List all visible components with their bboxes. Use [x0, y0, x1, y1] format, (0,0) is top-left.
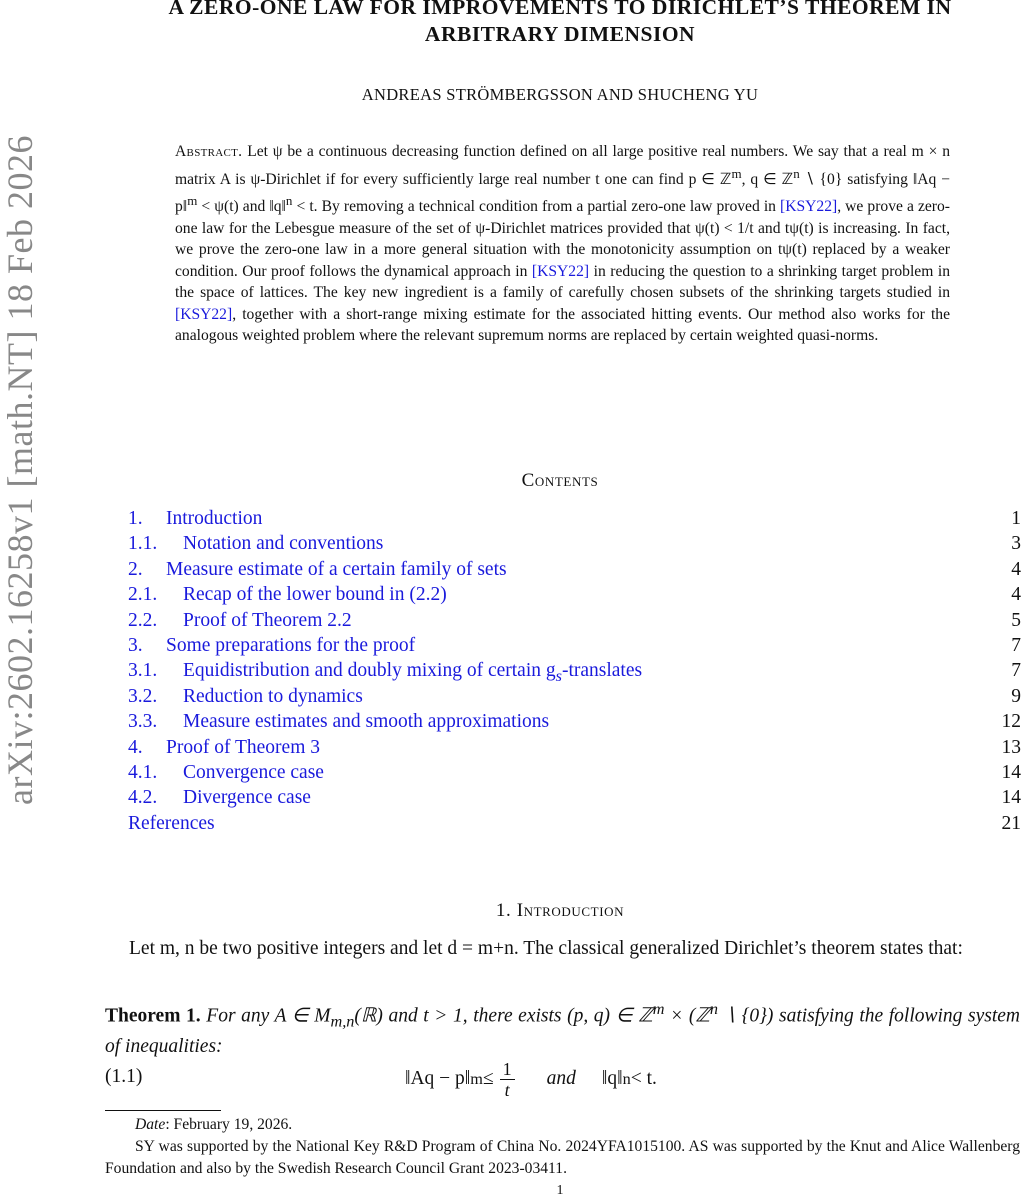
- arxiv-stamp: [0, 0, 40, 940]
- toc-entry[interactable]: [128, 787, 1021, 812]
- arxiv-id: arXiv:2602.16258v1 [math.NT] 18 Feb 2026: [0, 135, 41, 805]
- toc-page-number: 14: [1001, 761, 1021, 783]
- toc-link[interactable]: [128, 635, 415, 657]
- toc-number: 2.: [128, 558, 143, 580]
- paper-title: [100, 0, 1020, 48]
- equation-1-1: [105, 1054, 1020, 1104]
- toc-page-number: 4: [1011, 584, 1021, 606]
- authors: ANDREAS STRÖMBERGSSON AND SHUCHENG YU: [361, 85, 759, 104]
- toc-link[interactable]: [128, 610, 352, 632]
- citation-link[interactable]: [KSY22]: [780, 198, 838, 216]
- toc-number: 1.: [128, 508, 143, 529]
- toc-entry[interactable]: [128, 686, 1021, 711]
- toc-page-number: 1: [1011, 508, 1021, 529]
- toc-entry[interactable]: [128, 533, 1021, 558]
- toc-title: Proof of Theorem 2.2: [183, 609, 352, 631]
- toc-number: 3.1.: [128, 660, 158, 682]
- abstract: Abstract. Let ψ be a continuous decreasing function defined on all large positive real numbers. We say that a real m × n matrix A is ψ-Dirichlet if for every sufficiently large real number t one can find p ∈ ℤ$^m$, q ∈ ℤ$^n$ ∖ {0} satisfying ‖Aq − p‖$^m$ < ψ(t) and ‖q‖$^n$ < t. By removing a technical condition from a partial zero-one law proved in [KSY22], we prove a zero-one law for the Lebesgue measure of the set of ψ-Dirichlet matrices provided that ψ(t) < 1/t and tψ(t) is increasing. In fact, we prove the zero-one law in a more general situation with the monotonicity assumption on tψ(t) replaced by a weaker condition. Our proof follows the dynamical approach in [KSY22] in reducing the question to a shrinking target problem in the space of lattices. The key new ingredient is a family of carefully chosen subsets of the shrinking targets studied in [KSY22], together with a short-range mixing estimate for the associated hitting events. Our method also works for the analogous weighted problem where the relevant supremum norms are replaced by certain weighted quasi-norms.: [175, 143, 951, 345]
- toc-title-subscript: s: [555, 667, 562, 686]
- toc-link[interactable]: [128, 711, 549, 733]
- footnote: [105, 1114, 1020, 1180]
- toc-link[interactable]: [128, 787, 311, 809]
- toc-title: Some preparations for the proof: [166, 634, 416, 656]
- toc-title: Convergence case: [183, 761, 324, 783]
- toc-entry[interactable]: [128, 610, 1021, 635]
- toc-title: Measure estimate of a certain family of sets: [166, 558, 507, 580]
- toc-page-number: 12: [1001, 711, 1021, 733]
- toc-link[interactable]: [128, 533, 383, 555]
- toc-number: 4.: [128, 736, 143, 758]
- abstract-label: Abstract.: [175, 143, 243, 160]
- toc-link[interactable]: [128, 762, 324, 784]
- toc-title: Equidistribution and doubly mixing of certain g: [183, 660, 556, 682]
- toc-title-end: -translates: [561, 660, 643, 682]
- contents-heading: Contents: [521, 470, 599, 491]
- citation-link[interactable]: [KSY22]: [531, 262, 590, 280]
- toc-entry[interactable]: [128, 762, 1021, 787]
- toc-entry[interactable]: [128, 737, 1021, 762]
- toc-number: 3.: [128, 634, 143, 656]
- toc-page-number: 4: [1011, 558, 1021, 580]
- toc-number: 2.2.: [128, 609, 158, 631]
- theorem-1: Theorem 1. For any A ∈ $M_{m,n}(ℝ)$ and t > 1, there exists (p, q) ∈ ℤ$^m$ × (ℤ$^n$ ∖ {0}) satisfying the following system of inequalities:: [105, 1000, 1021, 1058]
- toc-entry[interactable]: [128, 660, 1021, 685]
- toc-link[interactable]: [128, 737, 320, 759]
- toc-title: Proof of Theorem 3: [166, 736, 320, 758]
- title-line-1: A ZERO-ONE LAW FOR IMPROVEMENTS TO DIRICHLET’S THEOREM IN: [168, 0, 952, 19]
- toc-link[interactable]: [128, 559, 507, 581]
- toc-page-number: 13: [1001, 736, 1021, 758]
- table-of-contents: [128, 508, 1021, 838]
- toc-number: 4.2.: [128, 787, 158, 809]
- toc-page-number: 9: [1011, 685, 1021, 707]
- toc-link[interactable]: [128, 508, 262, 530]
- toc-title: Recap of the lower bound in (2.2): [183, 584, 447, 606]
- toc-title: Reduction to dynamics: [183, 685, 363, 707]
- toc-entry[interactable]: [128, 813, 1021, 838]
- toc-number: 4.1.: [128, 761, 158, 783]
- toc-link[interactable]: [128, 584, 447, 606]
- toc-title: Divergence case: [183, 787, 311, 809]
- toc-page-number: 14: [1001, 787, 1021, 809]
- toc-page-number: 7: [1011, 660, 1021, 682]
- toc-title: Introduction: [166, 508, 263, 529]
- toc-entry[interactable]: [128, 711, 1021, 736]
- toc-link[interactable]: [128, 660, 642, 686]
- toc-title: Notation and conventions: [183, 533, 384, 555]
- toc-link[interactable]: [128, 686, 363, 708]
- citation-link[interactable]: [KSY22]: [175, 305, 233, 323]
- toc-entry[interactable]: [128, 635, 1021, 660]
- toc-page-number: 5: [1011, 609, 1021, 631]
- toc-entry[interactable]: [128, 508, 1021, 533]
- toc-number: 3.3.: [128, 711, 158, 733]
- fraction: $\frac{1}{t}$: [500, 1059, 515, 1100]
- toc-page-number: 21: [1001, 812, 1021, 834]
- toc-link[interactable]: [128, 813, 215, 835]
- toc-page-number: 3: [1011, 533, 1021, 555]
- toc-title: References: [128, 812, 215, 834]
- toc-entry[interactable]: [128, 559, 1021, 584]
- toc-number: 3.2.: [128, 685, 158, 707]
- theorem-label: Theorem 1.: [105, 1005, 201, 1027]
- equation-number: (1.1): [105, 1066, 143, 1087]
- equation-body: ‖Aq − p‖ m ≤ $\frac{1}{t}$ and ‖q‖ n < t.: [405, 1058, 657, 1100]
- section-heading-introduction: 1. Introduction: [495, 900, 625, 921]
- intro-paragraph: Let m, n be two positive integers and let d = m+n. The classical generalized Dirichlet’s theorem states that:: [129, 938, 963, 959]
- title-line-2: ARBITRARY DIMENSION: [424, 22, 696, 46]
- footnote-funding: SY was supported by the National Key R&D Program of China No. 2024YFA1015100. AS was supported by the Knut and Alice Wallenberg Foundation and also by the Swedish Research Council Grant 2023-03411.: [105, 1138, 1020, 1177]
- toc-entry[interactable]: [128, 584, 1021, 609]
- footnote-rule: [105, 1110, 221, 1111]
- footnote-date: Date: February 19, 2026.: [135, 1116, 293, 1133]
- toc-number: 1.1.: [128, 533, 158, 555]
- toc-page-number: 7: [1011, 634, 1021, 656]
- toc-title: Measure estimates and smooth approximations: [183, 711, 550, 733]
- toc-number: 2.1.: [128, 584, 158, 606]
- page-number: 1: [556, 1183, 564, 1198]
